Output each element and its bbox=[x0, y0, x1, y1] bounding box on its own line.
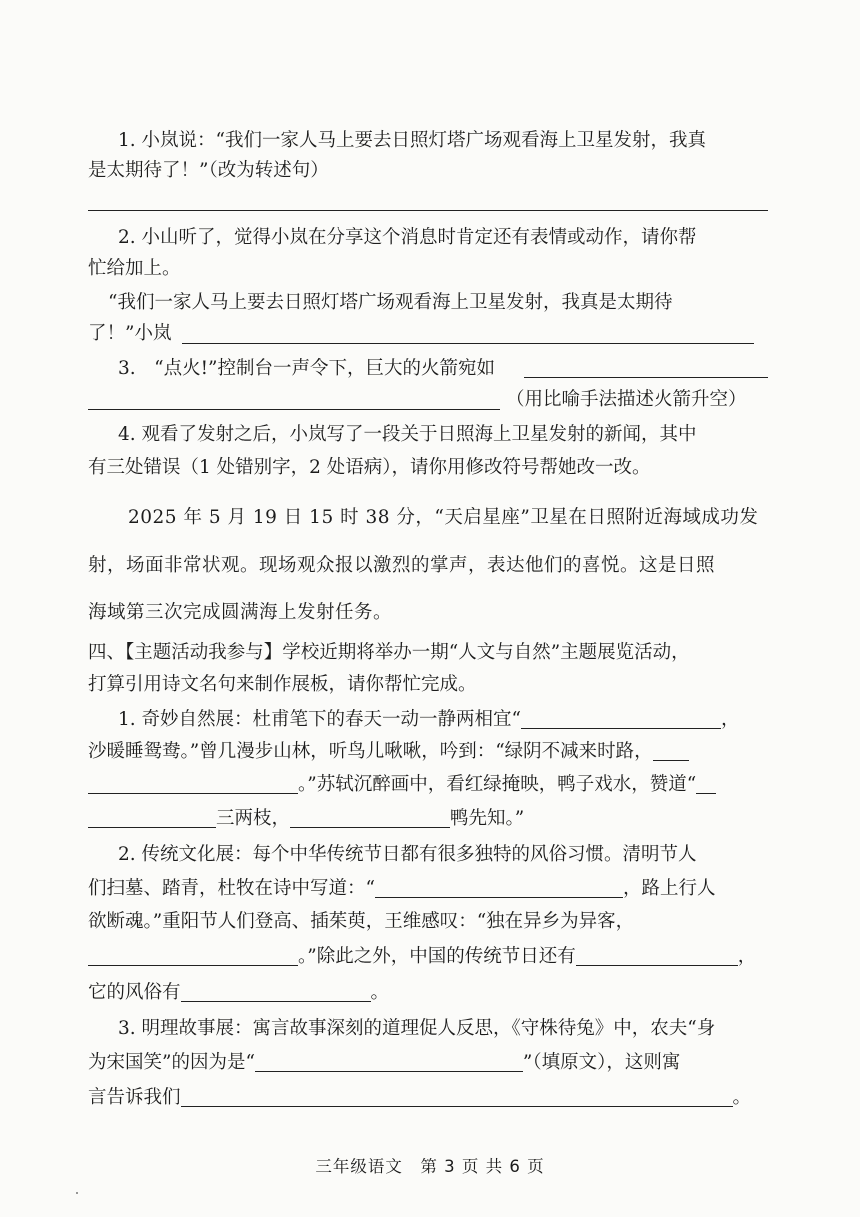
s4q3-blank-1[interactable] bbox=[255, 1053, 523, 1072]
s4q1-text-b: 沙暖睡鸳鸯。”曾几漫步山林，听鸟儿啾啾，吟到：“绿阴不减来时路， bbox=[88, 741, 653, 762]
s4q1-blank-2b[interactable] bbox=[88, 775, 298, 794]
q4-line1: 4. 观看了发射之后，小岚写了一段关于日照海上卫星发射的新闻，其中 bbox=[118, 424, 697, 445]
s4q1-line-b bbox=[88, 739, 689, 765]
s4q3-text-c: 言告诉我们 bbox=[88, 1087, 181, 1108]
q2-line4: 了！”小岚 bbox=[88, 323, 172, 344]
section4-line1: 四、【主题活动我参与】学校近期将举办一期“人文与自然”主题展览活动， bbox=[88, 642, 690, 663]
s4q1-text-d-end: 鸭先知。” bbox=[450, 808, 525, 829]
q4-line2: 有三处错误（1 处错别字，2 处语病），请你用修改符号帮她改一改。 bbox=[88, 457, 651, 478]
s4q2-text-d: 。”除此之外，中国的传统节日还有 bbox=[298, 946, 576, 967]
news-line2: 射，场面非常状观。现场观众报以激烈的掌声，表达他们的喜悦。这是日照 bbox=[88, 555, 716, 576]
q2-line1: 2. 小山听了，觉得小岚在分享这个消息时肯定还有表情或动作，请你帮 bbox=[118, 227, 697, 248]
q1-answer-line[interactable] bbox=[88, 210, 768, 211]
q2-answer-line[interactable] bbox=[182, 343, 754, 344]
s4q2-line-c: 欲断魂。”重阳节人们登高、插茱萸，王维感叹：“独在异乡为异客， bbox=[88, 911, 635, 932]
s4q2-line-e bbox=[88, 980, 389, 1006]
s4q2-blank-4[interactable] bbox=[181, 983, 371, 1002]
s4q1-text-c: 。”苏轼沉醉画中，看红绿掩映，鸭子戏水，赞道“ bbox=[298, 774, 697, 795]
s4q1-blank-1[interactable] bbox=[521, 710, 721, 729]
s4q2-line-a: 2. 传统文化展：每个中华传统节日都有很多独特的风俗习惯。清明节人 bbox=[118, 844, 697, 865]
s4q2-line-b bbox=[88, 876, 715, 902]
q3-answer-line-1[interactable] bbox=[524, 377, 768, 378]
s4q2-text-b: 们扫墓、踏青，杜牧在诗中写道：“ bbox=[88, 878, 375, 899]
s4q1-line-a bbox=[118, 707, 740, 733]
s4q1-line-c bbox=[88, 772, 716, 798]
q2-line3: “我们一家人马上要去日照灯塔广场观看海上卫星发射，我真是太期待 bbox=[108, 292, 673, 313]
s4q1-line-d bbox=[88, 806, 524, 832]
s4q1-blank-3b[interactable] bbox=[88, 809, 216, 828]
s4q2-blank-2[interactable] bbox=[88, 947, 298, 966]
s4q1-blank-4[interactable] bbox=[290, 809, 450, 828]
s4q3-text-b-end: ”（填原文），这则寓 bbox=[522, 1052, 681, 1073]
s4q2-text-b-end: ，路上行人 bbox=[622, 878, 716, 899]
s4q3-line-a: 3. 明理故事展：寓言故事深刻的道理促人反思，《守株待兔》中，农夫“身 bbox=[118, 1018, 716, 1039]
s4q2-text-e: 它的风俗有 bbox=[88, 982, 181, 1003]
scan-speck bbox=[76, 1192, 78, 1194]
s4q3-blank-2[interactable] bbox=[181, 1088, 733, 1107]
q1-line2: 是太期待了！”（改为转述句） bbox=[88, 160, 329, 181]
s4q2-text-d-end: ， bbox=[737, 946, 757, 967]
q3-line1: 3. “点火!”控制台一声令下，巨大的火箭宛如 bbox=[118, 358, 496, 379]
page-footer: 三年级语文 第 3 页 共 6 页 bbox=[315, 1157, 545, 1176]
s4q3-text-b: 为宋国笑”的因为是“ bbox=[88, 1052, 255, 1073]
s4q2-line-d bbox=[88, 944, 756, 970]
s4q1-text-d: 三两枝， bbox=[216, 808, 291, 829]
s4q3-text-c-end: 。 bbox=[732, 1087, 752, 1108]
s4q1-text-a: 1. 奇妙自然展：杜甫笔下的春天一动一静两相宜“ bbox=[118, 709, 521, 730]
q2-line2: 忙给加上。 bbox=[88, 258, 181, 279]
q1-line1: 1. 小岚说：“我们一家人马上要去日照灯塔广场观看海上卫星发射，我真 bbox=[118, 130, 706, 151]
s4q2-blank-1[interactable] bbox=[375, 879, 623, 898]
q3-hint: （用比喻手法描述火箭升空） bbox=[506, 389, 747, 410]
s4q2-blank-3[interactable] bbox=[576, 947, 738, 966]
q3-answer-line-2[interactable] bbox=[88, 409, 500, 410]
s4q1-blank-2a[interactable] bbox=[653, 742, 689, 761]
s4q2-text-e-end: 。 bbox=[370, 982, 390, 1003]
s4q1-text-a-end: ， bbox=[721, 709, 740, 730]
news-line3: 海域第三次完成圆满海上发射任务。 bbox=[88, 602, 393, 623]
s4q1-blank-3a[interactable] bbox=[696, 775, 716, 794]
s4q3-line-b bbox=[88, 1050, 680, 1076]
s4q3-line-c bbox=[88, 1085, 751, 1111]
section4-line2: 打算引用诗文名句来制作展板，请你帮忙完成。 bbox=[88, 674, 477, 695]
news-line1: 2025 年 5 月 19 日 15 时 38 分，“天启星座”卫星在日照附近海域成功发 bbox=[128, 507, 759, 528]
